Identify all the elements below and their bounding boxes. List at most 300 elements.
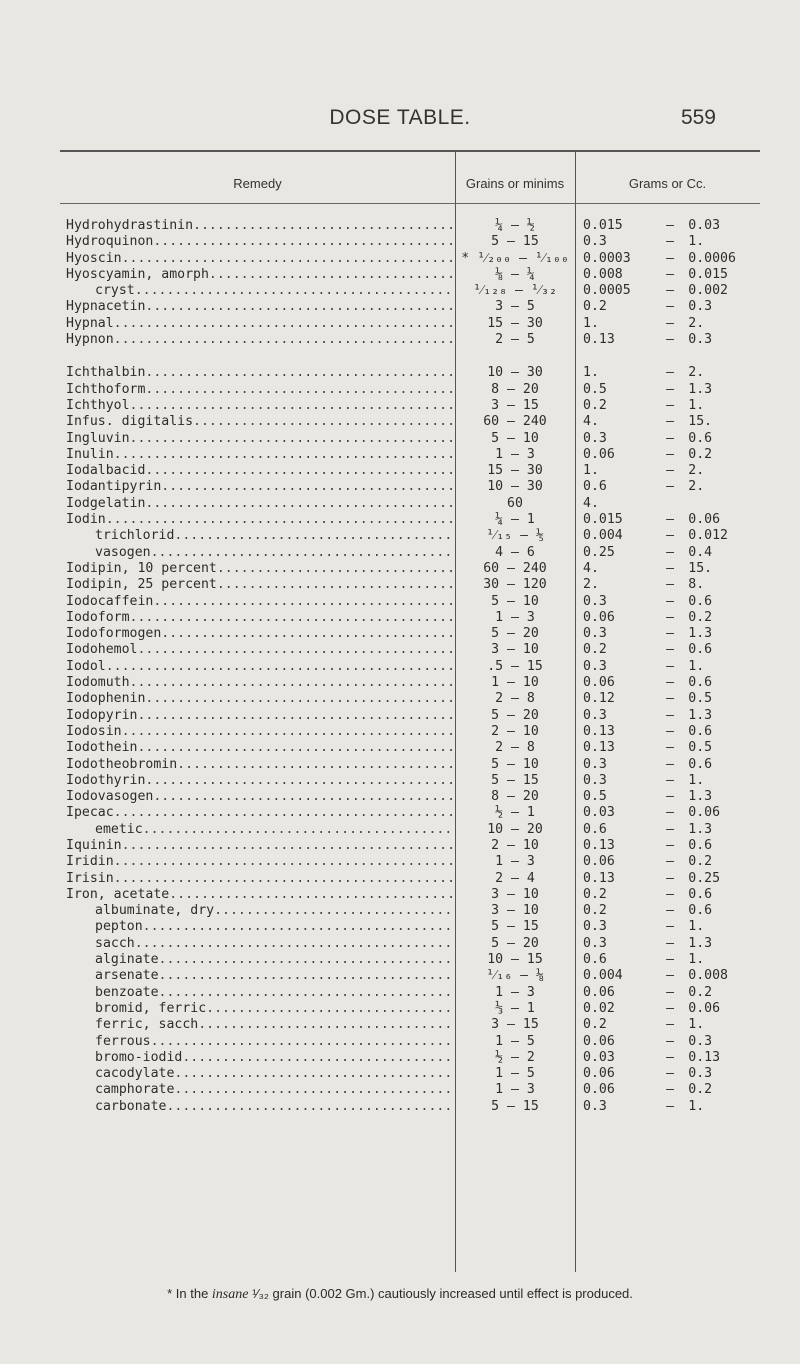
grains-cell: 10 — 20: [487, 821, 543, 837]
grams-high: 2.: [688, 479, 705, 495]
dot-leader: [159, 952, 455, 968]
grams-high: 1.: [688, 234, 705, 250]
grams-high: 2.: [688, 315, 705, 331]
grains-cell: 60: [507, 495, 523, 511]
remedy-name: Iodoformogen: [66, 626, 162, 642]
grains-cell: 5 — 20: [491, 935, 539, 951]
grains-cell: 5 — 10: [491, 430, 539, 446]
remedy-name: Infus. digitalis: [66, 414, 194, 430]
grams-high: 1.3: [688, 381, 713, 397]
grams-low: 0.06: [583, 609, 615, 625]
remedy-cell: [60, 414, 455, 430]
table-row: [60, 1034, 760, 1050]
grams-high: 0.06: [688, 805, 721, 821]
table-row: [60, 952, 760, 968]
table-row: [60, 561, 760, 577]
range-dash: —: [666, 218, 675, 233]
range-dash: —: [666, 544, 675, 560]
grams-low: 0.5: [583, 789, 607, 805]
footnote-emphasis: insane: [211, 1287, 249, 1302]
dot-leader: [217, 577, 455, 593]
range-dash: —: [666, 707, 675, 723]
table-row: [60, 903, 760, 919]
dot-leader: [174, 1066, 455, 1082]
remedy-cell: [60, 724, 455, 740]
remedy-name: Iodantipyrin: [66, 479, 162, 495]
range-dash: [652, 496, 688, 512]
remedy-name: Iodol: [66, 658, 106, 674]
remedy-cell: [60, 316, 455, 332]
grains-cell: 10 — 30: [487, 479, 543, 495]
grams-cell: [575, 299, 760, 315]
grains-cell: 5 — 15: [491, 1098, 539, 1114]
grams-high: 0.6: [688, 837, 713, 853]
dot-leader: [166, 1099, 455, 1115]
grams-low: 0.5: [583, 381, 607, 397]
remedy-cell: [60, 919, 455, 935]
dot-leader: [137, 642, 455, 658]
grams-cell: [575, 594, 760, 610]
remedy-cell: [60, 887, 455, 903]
grams-high: 0.6: [688, 886, 713, 902]
remedy-name: Ichthalbin: [66, 365, 146, 381]
table-row: [60, 773, 760, 789]
remedy-cell: [60, 675, 455, 691]
remedy-cell: [60, 1050, 455, 1066]
grams-cell: [575, 985, 760, 1001]
range-dash: —: [666, 560, 675, 576]
remedy-name: Hydrohydrastinin: [66, 218, 194, 233]
range-dash: —: [666, 397, 675, 413]
grains-cell: .5 — 15: [487, 658, 543, 674]
remedy-cell: [60, 610, 455, 626]
remedy-cell: [60, 740, 455, 756]
remedy-name: Iodosin: [66, 723, 122, 739]
grains-cell: 2 — 10: [491, 837, 539, 853]
grams-low: 0.06: [583, 984, 615, 1000]
remedy-cell: [60, 561, 455, 577]
grams-low: 0.03: [583, 805, 615, 821]
grains-cell: 2 — 4: [495, 870, 535, 886]
dot-leader: [145, 496, 455, 512]
range-dash: —: [666, 756, 675, 772]
grains-cell: ⅓ — 1: [495, 1000, 535, 1016]
grains-cell: 8 — 20: [491, 789, 539, 805]
remedy-cell: [60, 463, 455, 479]
remedy-name: Iodin: [66, 512, 106, 528]
grams-low: 0.6: [583, 479, 607, 495]
table-row: [60, 365, 760, 381]
grams-high: 0.6: [688, 756, 713, 772]
table-row: [60, 332, 760, 348]
table-row: [60, 822, 760, 838]
grains-cell: 5 — 15: [491, 919, 539, 935]
remedy-name: arsenate: [95, 968, 159, 984]
remedy-cell: [60, 642, 455, 658]
table-row: [60, 691, 760, 707]
grams-cell: [575, 1066, 760, 1082]
table-row: [60, 299, 760, 315]
grams-low: 4.: [583, 495, 599, 511]
remedy-name: vasogen: [95, 544, 151, 560]
grains-cell: 3 — 5: [495, 299, 535, 315]
range-dash: —: [666, 1066, 675, 1082]
grams-low: 0.06: [583, 675, 615, 691]
table-row: [60, 659, 760, 675]
range-dash: —: [666, 821, 675, 837]
remedy-name: Iodovasogen: [66, 789, 154, 805]
grams-low: 0.12: [583, 691, 615, 707]
remedy-cell: [60, 1099, 455, 1115]
table-row: [60, 1050, 760, 1066]
grams-low: 1.: [583, 365, 599, 381]
range-dash: —: [666, 723, 675, 739]
table-row: [60, 936, 760, 952]
dot-leader: [177, 757, 455, 773]
remedy-cell: [60, 234, 455, 250]
grains-cell: 3 — 15: [491, 397, 539, 413]
grams-low: 0.3: [583, 234, 607, 250]
remedy-name: Ingluvin: [66, 430, 130, 446]
grams-high: 1.3: [688, 789, 713, 805]
table-row: [60, 708, 760, 724]
dot-leader: [182, 1050, 455, 1066]
grams-low: 0.25: [583, 544, 615, 560]
dot-leader: [151, 1034, 455, 1050]
grains-cell: 1 — 3: [495, 1082, 535, 1098]
range-dash: —: [666, 626, 675, 642]
remedy-cell: [60, 512, 455, 528]
grams-high: 0.5: [688, 691, 713, 707]
grams-low: 0.06: [583, 854, 615, 870]
grams-cell: [575, 659, 760, 675]
dot-leader: [145, 365, 455, 381]
grams-low: 0.2: [583, 903, 607, 919]
grams-cell: [575, 414, 760, 430]
remedy-cell: [60, 789, 455, 805]
dot-leader: [143, 919, 455, 935]
grams-high: 0.03: [688, 218, 721, 233]
range-dash: —: [666, 789, 675, 805]
grams-high: 1.: [688, 1098, 705, 1114]
range-dash: —: [666, 837, 675, 853]
grams-low: 0.13: [583, 740, 615, 756]
dot-leader: [145, 463, 455, 479]
range-dash: —: [666, 365, 675, 381]
dot-leader: [214, 903, 455, 919]
remedy-name: Hyoscyamin, amorph: [66, 266, 209, 282]
remedy-name: emetic: [95, 821, 143, 837]
grams-high: 0.2: [688, 984, 713, 1000]
grains-cell: ⅛ — ¼: [495, 266, 535, 282]
remedy-cell: [60, 431, 455, 447]
grams-low: 0.008: [583, 266, 623, 282]
dot-leader: [106, 512, 455, 528]
remedy-name: trichlorid: [95, 528, 175, 544]
remedy-name: Hydroquinon: [66, 234, 154, 250]
remedy-name: Ichthyol: [66, 397, 130, 413]
remedy-cell: [60, 822, 455, 838]
range-dash: —: [666, 528, 675, 544]
table-row: [60, 496, 760, 512]
grams-low: 0.03: [583, 1049, 615, 1065]
remedy-cell: [60, 838, 455, 854]
remedy-cell: [60, 577, 455, 593]
grams-low: 0.2: [583, 886, 607, 902]
grams-cell: [575, 1099, 760, 1115]
grams-cell: [575, 691, 760, 707]
grams-low: 0.3: [583, 658, 607, 674]
remedy-cell: [60, 447, 455, 463]
remedy-cell: [60, 479, 455, 495]
range-dash: —: [666, 479, 675, 495]
grams-cell: [575, 512, 760, 528]
grains-cell: 2 — 8: [495, 691, 535, 707]
grams-low: 1.: [583, 315, 599, 331]
range-dash: —: [666, 984, 675, 1000]
grams-cell: [575, 968, 760, 984]
remedy-cell: [60, 299, 455, 315]
running-head: DOSE TABLE.: [329, 106, 471, 129]
grams-low: 0.015: [583, 512, 623, 528]
grams-cell: [575, 251, 760, 267]
page-number: 559: [680, 106, 716, 129]
grams-cell: [575, 234, 760, 250]
grams-high: 0.6: [688, 675, 713, 691]
grams-cell: [575, 805, 760, 821]
page-header: [0, 106, 800, 136]
range-dash: —: [666, 512, 675, 528]
remedy-name: ferric, sacch: [95, 1017, 199, 1033]
grams-low: 0.004: [583, 528, 623, 544]
remedy-cell: [60, 218, 455, 234]
remedy-name: carbonate: [95, 1098, 167, 1114]
dot-leader: [145, 691, 455, 707]
remedy-name: Ipecac: [66, 805, 114, 821]
grams-cell: [575, 463, 760, 479]
grams-high: 0.2: [688, 609, 713, 625]
grams-high: 0.2: [688, 446, 713, 462]
remedy-name: Iodocaffein: [66, 593, 154, 609]
grams-cell: [575, 789, 760, 805]
dot-leader: [153, 234, 455, 250]
remedy-name: cacodylate: [95, 1066, 175, 1082]
remedy-cell: [60, 1034, 455, 1050]
table-row: [60, 218, 760, 234]
table-row: [60, 545, 760, 561]
grains-cell: ¼ — 1: [495, 512, 535, 528]
table-row: [60, 675, 760, 691]
remedy-name: Iodopyrin: [66, 707, 138, 723]
range-dash: —: [666, 593, 675, 609]
remedy-name: Iodothyrin: [66, 772, 146, 788]
grams-low: 4.: [583, 414, 599, 430]
grams-high: 0.0006: [688, 250, 736, 266]
dot-leader: [137, 740, 455, 756]
dot-leader: [193, 218, 455, 234]
grams-cell: [575, 561, 760, 577]
grams-cell: [575, 398, 760, 414]
range-dash: —: [666, 870, 675, 886]
grains-cell: 5 — 20: [491, 626, 539, 642]
table-row: [60, 1017, 760, 1033]
dot-leader: [145, 773, 455, 789]
range-dash: —: [666, 935, 675, 951]
grains-cell: * ¹⁄₂₀₀ — ¹⁄₁₀₀: [461, 250, 569, 266]
dot-leader: [161, 479, 455, 495]
grams-low: 0.13: [583, 332, 615, 348]
grams-low: 0.2: [583, 642, 607, 658]
remedy-cell: [60, 545, 455, 561]
grams-high: 0.25: [688, 870, 721, 886]
table-row: [60, 1082, 760, 1098]
remedy-name: Iodalbacid: [66, 463, 146, 479]
grams-cell: [575, 642, 760, 658]
grams-cell: [575, 1001, 760, 1017]
remedy-cell: [60, 594, 455, 610]
dot-leader: [206, 1001, 455, 1017]
remedy-cell: [60, 936, 455, 952]
remedy-name: cryst: [95, 283, 135, 299]
grams-cell: [575, 675, 760, 691]
grams-low: 0.3: [583, 593, 607, 609]
grams-high: 0.6: [688, 593, 713, 609]
dot-leader: [114, 854, 455, 870]
grams-cell: [575, 952, 760, 968]
dot-leader: [193, 414, 455, 430]
dot-leader: [145, 382, 455, 398]
grains-cell: 2 — 8: [495, 740, 535, 756]
dot-leader: [159, 985, 455, 1001]
grams-low: 4.: [583, 560, 599, 576]
grains-cell: 60 — 240: [483, 560, 547, 576]
dot-leader: [114, 871, 455, 887]
grams-low: 0.06: [583, 1082, 615, 1098]
grams-low: 0.3: [583, 919, 607, 935]
range-dash: —: [666, 642, 675, 658]
dot-leader: [114, 332, 455, 348]
remedy-name: Iodgelatin: [66, 495, 146, 511]
range-dash: —: [666, 250, 675, 266]
column-header-grains: Grains or minims: [465, 175, 565, 191]
grams-low: 0.06: [583, 446, 615, 462]
grains-cell: 10 — 15: [487, 952, 543, 968]
table-row: [60, 838, 760, 854]
grams-high: 0.002: [688, 283, 728, 299]
range-dash: —: [666, 886, 675, 902]
range-dash: —: [666, 1033, 675, 1049]
grams-cell: [575, 854, 760, 870]
grains-cell: 60 — 240: [483, 414, 547, 430]
grains-cell: 5 — 15: [491, 772, 539, 788]
grams-cell: [575, 1050, 760, 1066]
range-dash: —: [666, 675, 675, 691]
range-dash: —: [666, 919, 675, 935]
range-dash: —: [666, 1017, 675, 1033]
grams-high: 1.: [688, 772, 705, 788]
grains-cell: ½ — 2: [495, 1049, 535, 1065]
range-dash: —: [666, 740, 675, 756]
table-row: [60, 610, 760, 626]
grains-cell: 3 — 15: [491, 1017, 539, 1033]
grams-low: 2.: [583, 577, 599, 593]
table-row: [60, 968, 760, 984]
remedy-cell: [60, 708, 455, 724]
remedy-name: Iodothein: [66, 740, 138, 756]
grains-cell: 15 — 30: [487, 463, 543, 479]
grams-cell: [575, 1034, 760, 1050]
table-row: [60, 267, 760, 283]
table-row: [60, 919, 760, 935]
grams-low: 0.2: [583, 1017, 607, 1033]
remedy-cell: [60, 267, 455, 283]
dot-leader: [130, 610, 455, 626]
table-row: [60, 398, 760, 414]
footnote: [0, 1286, 800, 1303]
remedy-cell: [60, 398, 455, 414]
table-row: [60, 594, 760, 610]
table-row: [60, 234, 760, 250]
table-row: [60, 854, 760, 870]
grams-low: 0.06: [583, 1033, 615, 1049]
grams-low: 0.13: [583, 837, 615, 853]
dot-leader: [153, 594, 455, 610]
remedy-cell: [60, 528, 455, 544]
table-row: [60, 985, 760, 1001]
dot-leader: [151, 545, 455, 561]
table-row: [60, 740, 760, 756]
remedy-cell: [60, 903, 455, 919]
remedy-name: Iodoform: [66, 609, 130, 625]
dot-leader: [198, 1017, 455, 1033]
grams-high: 1.: [688, 658, 705, 674]
grams-low: 0.3: [583, 772, 607, 788]
grains-cell: 3 — 10: [491, 886, 539, 902]
remedy-name: Hyoscin: [66, 250, 122, 266]
grains-cell: 8 — 20: [491, 381, 539, 397]
range-dash: —: [666, 283, 675, 299]
grains-cell: 3 — 10: [491, 642, 539, 658]
remedy-name: Hypnacetin: [66, 299, 146, 315]
table-row: [60, 577, 760, 593]
dot-leader: [153, 789, 455, 805]
grams-high: 0.6: [688, 642, 713, 658]
grams-cell: [575, 447, 760, 463]
section-gap: [60, 348, 760, 365]
range-dash: —: [666, 691, 675, 707]
range-dash: —: [666, 952, 675, 968]
grains-cell: 1 — 5: [495, 1033, 535, 1049]
remedy-name: bromo-iodid: [95, 1049, 183, 1065]
dot-leader: [130, 431, 455, 447]
grams-low: 1.: [583, 463, 599, 479]
grains-cell: 10 — 30: [487, 365, 543, 381]
grams-cell: [575, 577, 760, 593]
range-dash: —: [666, 430, 675, 446]
grams-cell: [575, 903, 760, 919]
grams-low: 0.0003: [583, 250, 631, 266]
dose-table: [60, 218, 760, 1115]
grams-high: 2.: [688, 365, 705, 381]
grams-cell: [575, 757, 760, 773]
range-dash: —: [666, 234, 675, 250]
grams-low: 0.02: [583, 1000, 615, 1016]
grams-low: 0.13: [583, 723, 615, 739]
remedy-cell: [60, 1082, 455, 1098]
grams-high: 0.6: [688, 903, 713, 919]
grams-cell: [575, 382, 760, 398]
table-row: [60, 887, 760, 903]
